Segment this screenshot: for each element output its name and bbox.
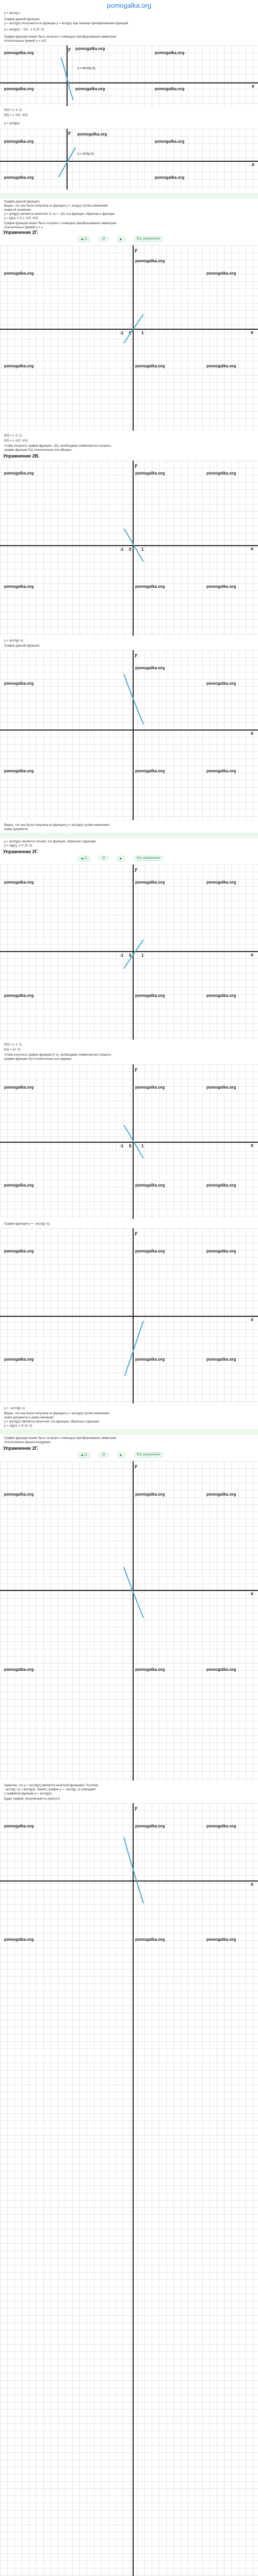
watermark: pomogalka.org (135, 584, 165, 589)
graph-10 (0, 1803, 258, 2576)
text-line: y = tg(x), x ∈ (−π/2; π/2) (4, 217, 38, 220)
text-line: График функции y = −arcctg(−x): (4, 1223, 51, 1226)
watermark: pomogalka.org (4, 1667, 34, 1672)
watermark: pomogalka.org (135, 1492, 165, 1497)
y-axis-label: y (135, 652, 138, 657)
tick-one: 1 (141, 547, 144, 552)
watermark: pomogalka.org (155, 87, 185, 91)
text-line: y = arcctg x. (4, 12, 21, 15)
text-line: −arcctg(−x) = arcctg(x). Значит, график y = −arcctg(−x) совпадает (4, 1788, 96, 1791)
text-line: знака аргумента и знака значения. (4, 1416, 54, 1419)
watermark: pomogalka.org (4, 87, 34, 91)
text-line: y = arctg(x) − π/2 , x ∈ [0; π] (4, 28, 44, 31)
text-line: График данной функции: (4, 18, 40, 21)
text-line: Видно, что она была получена из функции y = arcctg(x) путём изменения (4, 1412, 109, 1415)
watermark: pomogalka.org (155, 175, 185, 180)
next-button[interactable]: ▶ (117, 236, 125, 242)
watermark: pomogalka.org (135, 1667, 165, 1672)
watermark: pomogalka.org (4, 471, 34, 476)
text-line: График функции может быть получен с помощью преобразования симметрии (4, 222, 117, 225)
tick-one: 1 (141, 953, 144, 958)
curve (122, 1564, 147, 1621)
graph-8 (0, 1228, 258, 1403)
watermark: pomogalka.org (155, 50, 185, 55)
watermark: pomogalka.org (135, 1085, 165, 1090)
watermark: pomogalka.org (4, 1937, 34, 1942)
y-axis-label: y (135, 1805, 138, 1810)
watermark: pomogalka.org (4, 880, 34, 885)
x-axis-label: x (252, 83, 255, 89)
watermark: pomogalka.org (206, 1937, 236, 1942)
text-line: относительно прямой y = π/2. (4, 40, 47, 43)
tick-one: 1 (141, 1144, 144, 1148)
y-axis-label: y (135, 1230, 138, 1235)
all-exercises-link[interactable]: Все упражнения (134, 856, 164, 861)
highlight-bar (0, 193, 258, 198)
curve (57, 144, 77, 180)
all-exercises-link[interactable]: Все упражнения (134, 236, 164, 242)
x-axis-label: x (251, 1317, 254, 1322)
watermark: pomogalka.org (4, 139, 34, 144)
all-exercises-link[interactable]: Все упражнения (134, 1452, 164, 1458)
watermark: pomogalka.org (77, 132, 107, 137)
watermark: pomogalka.org (135, 1357, 165, 1362)
x-axis-label: x (251, 952, 254, 957)
site-title[interactable]: pomogalka.org (107, 2, 151, 9)
watermark: pomogalka.org (4, 1492, 34, 1497)
graph-9 (0, 1461, 258, 1781)
text-line: Заметим, что y = arcctg(x) является нечётной функцией. Поэтому (4, 1784, 98, 1787)
watermark: pomogalka.org (135, 471, 165, 476)
watermark: pomogalka.org (4, 1357, 34, 1362)
watermark: pomogalka.org (206, 1357, 236, 1362)
watermark: pomogalka.org (206, 1667, 236, 1672)
graph-3 (0, 245, 258, 431)
curve (122, 1318, 147, 1380)
curve (122, 1834, 147, 1906)
watermark: pomogalka.org (206, 769, 236, 773)
text-line: относительно начала координат. (4, 1441, 51, 1444)
watermark: pomogalka.org (75, 87, 105, 91)
text-line: знака аргумента. (4, 828, 29, 831)
text-line: График данной функции: (4, 645, 40, 648)
y-axis-label: y (68, 130, 71, 135)
text-line: Чтобы получить график функции f(−x), необходимо симметрично отразить (4, 1054, 111, 1057)
exercise-heading: Упражнение 2Г. (3, 1446, 38, 1451)
text-line: D(f) = (−1; 1) (4, 109, 22, 112)
exercise-nav (77, 236, 163, 242)
text-line: знака её значения. (4, 209, 31, 212)
watermark: pomogalka.org (206, 1492, 236, 1497)
text-line: график функции f(x) относительно оси абсцисс. (4, 449, 73, 452)
text-line: y = arcctg(x) получается из функции y = arctg(x) при помощи преобразования функций (4, 22, 128, 25)
graph-2 (0, 129, 258, 190)
exercise-nav (77, 855, 163, 861)
tick-neg-one: -1 (120, 1144, 124, 1148)
text-line: График функции может быть получен с помощью преобразования симметрии (4, 36, 117, 39)
watermark: pomogalka.org (135, 993, 165, 998)
prev-button[interactable]: ◀ 15 (77, 236, 90, 242)
watermark: pomogalka.org (135, 364, 165, 368)
watermark: pomogalka.org (135, 880, 165, 885)
tick-neg-one: -1 (120, 331, 124, 335)
curve (122, 311, 147, 347)
text-line: Видно, что она была получена из функции y = arcctg(x) путём изменения (4, 824, 109, 827)
curve (122, 1122, 147, 1161)
watermark: pomogalka.org (4, 1249, 34, 1253)
text-line: Чтобы получить график функции −f(x), необходимо симметрично отразить (4, 445, 111, 448)
y-axis-label: y (135, 247, 138, 252)
graph-1 (0, 45, 258, 106)
text-line: D(f) = (−1; 1) (4, 1043, 22, 1046)
y-axis-label: y (135, 463, 138, 468)
watermark: pomogalka.org (206, 1824, 236, 1828)
text-line: Будет график, полученный из пункта б. (4, 1798, 60, 1801)
watermark: pomogalka.org (4, 1183, 34, 1188)
current-exercise[interactable]: 2А (99, 856, 108, 861)
text-line: D(f) = (−1; 1) (4, 434, 22, 437)
tick-neg-one: -1 (120, 547, 124, 552)
curve-label: y = arctg (x) (77, 152, 94, 156)
y-axis (133, 1461, 134, 1781)
watermark: pomogalka.org (4, 271, 34, 276)
watermark: pomogalka.org (4, 1085, 34, 1090)
x-axis-label: x (251, 546, 254, 551)
text-line: E(f) = (−π/2; π/2) (4, 439, 28, 443)
text-line: E(f) = (0; π) (4, 1048, 21, 1052)
x-axis-label: x (251, 1882, 254, 1887)
watermark: pomogalka.org (135, 1937, 165, 1942)
tick-zero: 0 (129, 547, 132, 552)
x-axis-label: x (251, 1143, 254, 1148)
text-line: y = ctg(x), x ∈ (0; π) (4, 1425, 33, 1428)
x-axis (0, 730, 258, 731)
watermark: pomogalka.org (135, 259, 165, 263)
x-axis (0, 1316, 258, 1317)
prev-button[interactable]: ◀ 15 (77, 1452, 90, 1458)
y-axis-label: y (135, 867, 138, 872)
watermark: pomogalka.org (4, 50, 34, 55)
text-line: y = arctg(x) (4, 122, 20, 125)
y-axis-label: y (68, 46, 71, 52)
highlight-bar (0, 833, 258, 838)
graph-5 (0, 650, 258, 820)
tick-zero: 0 (129, 1144, 132, 1148)
curve-label: y = arcctg (x) (77, 67, 95, 70)
watermark: pomogalka.org (206, 471, 236, 476)
x-axis (0, 82, 258, 83)
text-line: y = arctg(x) является нечетной: f(−x) = −f(x) эта функция, обратная к функции (4, 213, 115, 216)
watermark: pomogalka.org (4, 1824, 34, 1828)
curve (122, 526, 147, 565)
curve (122, 937, 147, 973)
tick-zero: 0 (129, 953, 132, 958)
watermark: pomogalka.org (135, 769, 165, 773)
watermark: pomogalka.org (135, 1183, 165, 1188)
text-line: Видно, что она была получена из функции y = arctg(x) путём изменения (4, 205, 108, 208)
watermark: pomogalka.org (4, 364, 34, 368)
watermark: pomogalka.org (135, 1824, 165, 1828)
watermark: pomogalka.org (4, 681, 34, 686)
text-line: y = arcctg(x) является четной, эта функция, обратная к функции (4, 840, 96, 843)
watermark: pomogalka.org (206, 1085, 236, 1090)
y-axis (133, 1803, 134, 2576)
graph-4 (0, 461, 258, 636)
text-line: y = −arcctg(−x) (4, 1407, 25, 1410)
y-axis-label: y (135, 1066, 138, 1072)
exercise-heading: Упражнение 2Г. (3, 849, 38, 854)
watermark: pomogalka.org (155, 139, 185, 144)
tick-one: 1 (141, 331, 144, 335)
watermark: pomogalka.org (206, 1249, 236, 1253)
watermark: pomogalka.org (135, 666, 165, 670)
watermark: pomogalka.org (4, 993, 34, 998)
text-line: относительно прямой y = x. (4, 226, 44, 229)
current-exercise[interactable]: 2А (99, 1452, 108, 1458)
text-line: y = arcctg(−x). (4, 639, 24, 642)
tick-zero: 0 (129, 331, 132, 335)
watermark: pomogalka.org (206, 681, 236, 686)
watermark: pomogalka.org (206, 364, 236, 368)
curve (57, 56, 77, 102)
current-exercise[interactable]: 2А (99, 236, 108, 242)
x-axis-label: x (251, 731, 254, 736)
text-line: График данной функции: (4, 200, 40, 204)
curve (122, 671, 147, 727)
graph-7 (0, 1064, 258, 1219)
text-line: График функции может быть получен с помощью преобразования симметрии (4, 1437, 117, 1440)
watermark: pomogalka.org (206, 1183, 236, 1188)
watermark: pomogalka.org (135, 1249, 165, 1253)
x-axis-label: x (252, 162, 255, 167)
watermark: pomogalka.org (206, 271, 236, 276)
text-line: y = arcctg(x) является нечетной, эта функция, обратная к функции (4, 1420, 100, 1423)
x-axis-label: x (251, 1591, 254, 1596)
watermark: pomogalka.org (206, 880, 236, 885)
watermark: pomogalka.org (75, 46, 105, 51)
text-line: E(f) = (−π/2; π/2) (4, 114, 28, 117)
graph-6 (0, 865, 258, 1040)
prev-button[interactable]: ◀ 15 (77, 856, 90, 861)
next-button[interactable]: ▶ (117, 1452, 125, 1458)
text-line: y = ctg(x), x ∈ (0; π) (4, 844, 33, 848)
next-button[interactable]: ▶ (117, 856, 125, 861)
exercise-heading: Упражнение 2Г. (3, 230, 38, 235)
highlight-bar (0, 1429, 258, 1435)
watermark: pomogalka.org (206, 584, 236, 589)
exercise-nav (77, 1452, 163, 1458)
watermark: pomogalka.org (4, 584, 34, 589)
text-line: график функции f(x) относительно оси ординат. (4, 1058, 73, 1061)
watermark: pomogalka.org (4, 175, 34, 180)
watermark: pomogalka.org (4, 769, 34, 773)
y-axis-label: y (135, 1463, 138, 1468)
x-axis-label: x (251, 330, 254, 335)
tick-neg-one: -1 (120, 953, 124, 958)
x-axis (0, 161, 258, 162)
watermark: pomogalka.org (206, 993, 236, 998)
exercise-heading: Упражнение 2В. (3, 453, 40, 459)
text-line: с графиком функции y = arcctg(x). (4, 1792, 53, 1795)
